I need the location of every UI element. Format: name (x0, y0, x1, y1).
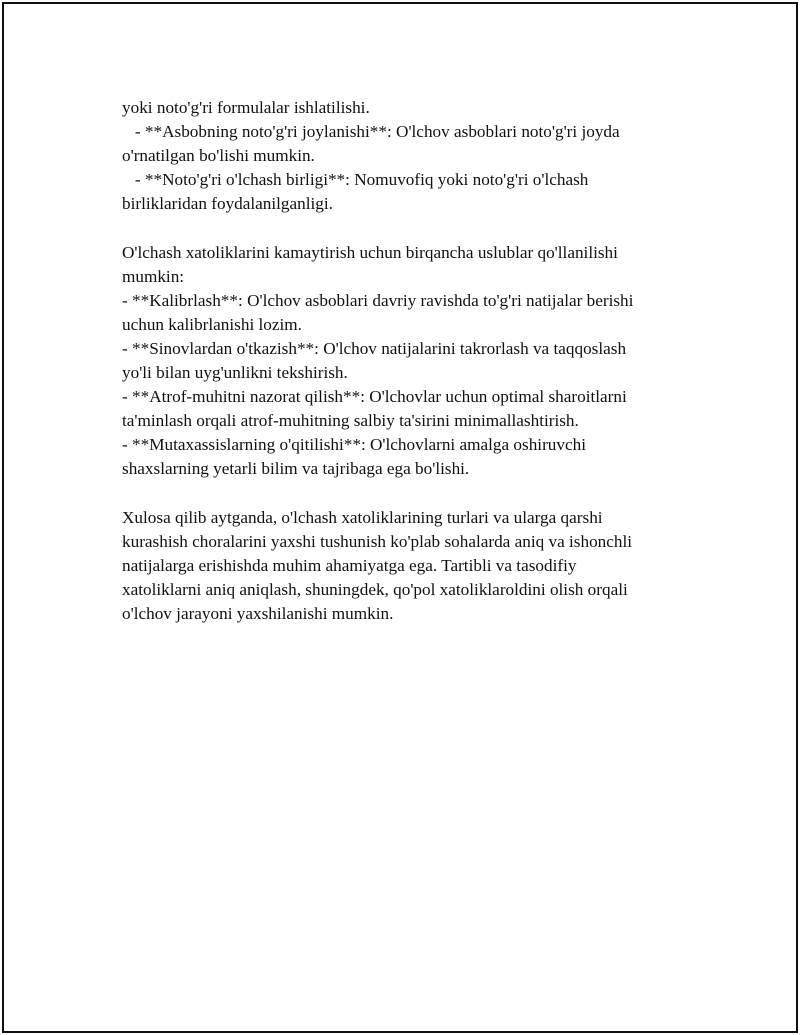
list-item-line: - **Mutaxassislarning o'qitilishi**: O'lchovlarni amalga oshiruvchi (122, 435, 586, 455)
paragraph-gap (122, 216, 682, 240)
conclusion-line: kurashish choralarini yaxshi tushunish ko'plab sohalarda aniq va ishonchli (122, 531, 633, 551)
document-body (122, 96, 682, 626)
list-item-line: - **Noto'g'ri o'lchash birligi**: Nomuvofiq yoki noto'g'ri o'lchash (122, 170, 589, 190)
text-line: yoki noto'g'ri formulalar ishlatilishi. (122, 98, 370, 117)
text-line: ta'minlash orqali atrof-muhitning salbiy ta'sirini minimallashtirish. (122, 411, 579, 431)
paragraph-line: O'lchash xatoliklarini kamaytirish uchun birqancha uslublar qo'llanilishi (122, 242, 618, 262)
text-line: birliklaridan foydalanilganligi. (122, 194, 333, 214)
list-item-line: - **Sinovlardan o'tkazish**: O'lchov natijalarini takrorlash va taqqoslash (122, 338, 627, 358)
conclusion-line: xatoliklarni aniq aniqlash, shuningdek, qo'pol xatoliklaroldini olish orqali (122, 579, 628, 599)
document-page (2, 2, 798, 1033)
paragraph-gap (122, 482, 682, 506)
text-line: o'rnatilgan bo'lishi mumkin. (122, 146, 315, 166)
paragraph-line: mumkin: (122, 266, 185, 286)
list-item-line: - **Asbobning noto'g'ri joylanishi**: O'lchov asboblari noto'g'ri joyda (122, 122, 620, 142)
conclusion-line: o'lchov jarayoni yaxshilanishi mumkin. (122, 603, 394, 623)
list-item-line: - **Kalibrlash**: O'lchov asboblari davriy ravishda to'g'ri natijalar berishi (122, 290, 634, 310)
text-line: yo'li bilan uyg'unlikni tekshirish. (122, 363, 348, 383)
text-line: shaxslarning yetarli bilim va tajribaga ega bo'lishi. (122, 459, 470, 479)
list-item-line: - **Atrof-muhitni nazorat qilish**: O'lchovlar uchun optimal sharoitlarni (122, 387, 627, 407)
text-line: uchun kalibrlanishi lozim. (122, 314, 302, 334)
conclusion-line: Xulosa qilib aytganda, o'lchash xatoliklarining turlari va ularga qarshi (122, 507, 603, 527)
conclusion-line: natijalarga erishishda muhim ahamiyatga ega. Tartibli va tasodifiy (122, 555, 577, 575)
